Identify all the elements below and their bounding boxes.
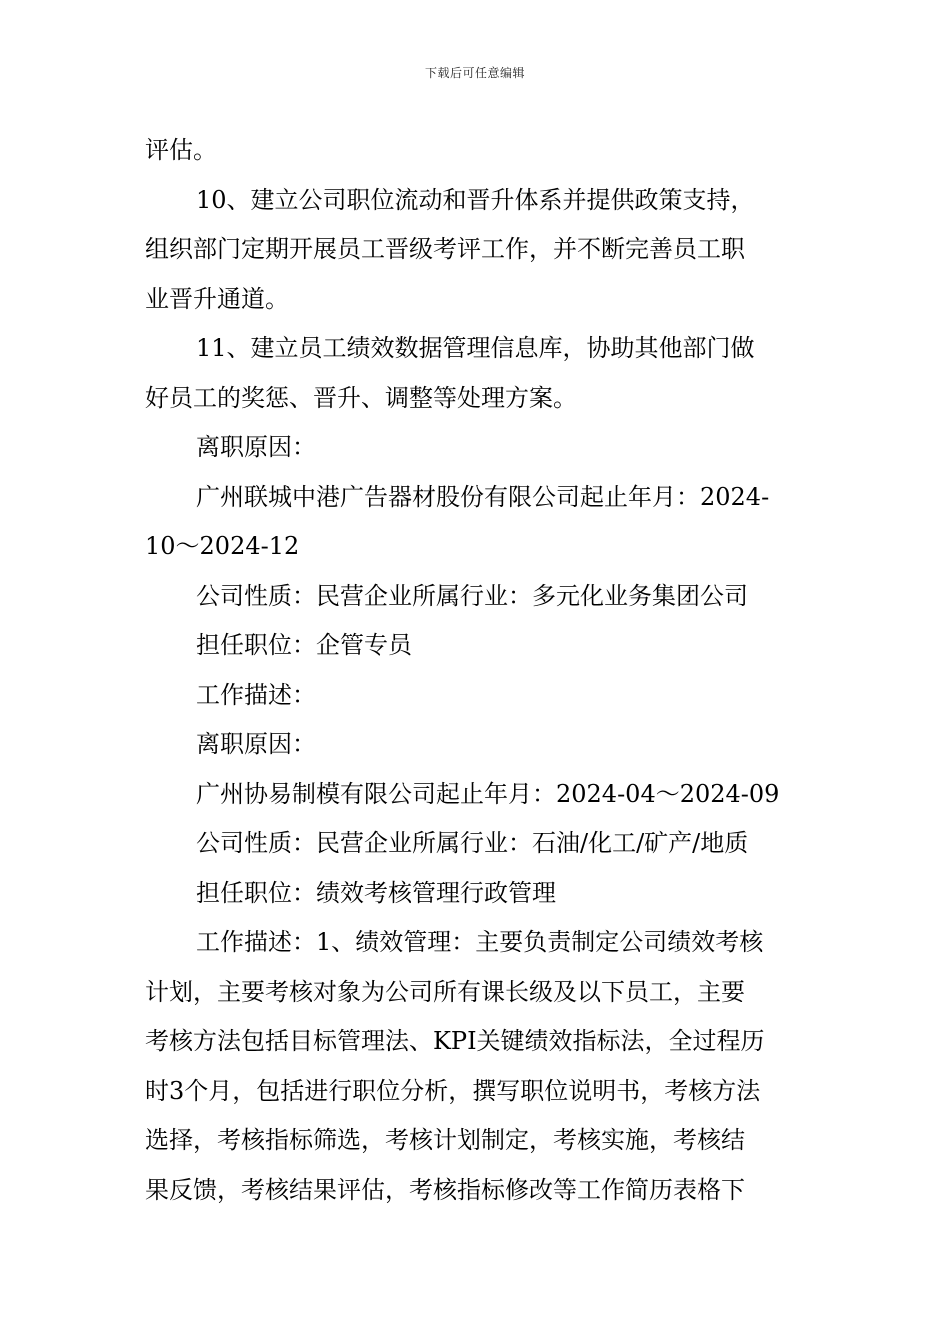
text-line: 广州协易制模有限公司起止年月：2024-04～2024-09	[196, 779, 780, 808]
position-1	[145, 621, 807, 671]
text-line: 好员工的奖惩、晋升、调整等处理方案。	[145, 383, 577, 412]
text-line: 时3个月，包括进行职位分析，撰写职位说明书，考核方法	[145, 1076, 761, 1105]
job-description-2	[145, 918, 807, 1215]
leave-reason-1	[145, 423, 807, 473]
text-line: 广州联城中港广告器材股份有限公司起止年月：2024-	[196, 482, 770, 511]
job-description-1	[145, 671, 807, 721]
text-line: 果反馈，考核结果评估，考核指标修改等工作简历表格下	[145, 1175, 745, 1204]
text-line: 工作描述：1、绩效管理：主要负责制定公司绩效考核	[196, 928, 764, 956]
company-period-2	[145, 770, 807, 820]
text-line: 计划，主要考核对象为公司所有课长级及以下员工，主要	[145, 977, 745, 1006]
text-line: 离职原因：	[196, 433, 316, 461]
company-period-1	[145, 473, 807, 572]
document-body	[145, 126, 807, 1215]
text-line: 公司性质：民营企业所属行业：石油/化工/矿产/地质	[196, 829, 749, 857]
paragraph-item-10	[145, 176, 807, 325]
text-line: 公司性质：民营企业所属行业：多元化业务集团公司	[196, 581, 748, 610]
position-2	[145, 869, 807, 919]
text-line: 担任职位：绩效考核管理行政管理	[196, 878, 556, 907]
text-line: 11、建立员工绩效数据管理信息库，协助其他部门做	[196, 334, 755, 362]
text-line: 担任职位：企管专员	[196, 631, 412, 659]
paragraph-item-11	[145, 324, 807, 423]
text-line: 业晋升通道。	[145, 284, 289, 313]
text-line: 组织部门定期开展员工晋级考评工作，并不断完善员工职	[145, 235, 745, 263]
company-nature-1	[145, 572, 807, 622]
page-header: 下载后可任意编辑	[424, 66, 525, 80]
text-line: 评估。	[145, 136, 217, 164]
text-line: 工作描述：	[196, 680, 316, 709]
company-nature-2	[145, 819, 807, 869]
paragraph-continuation	[145, 126, 807, 176]
text-line: 10～2024-12	[145, 532, 300, 560]
text-line: 10、建立公司职位流动和晋升体系并提供政策支持，	[196, 185, 755, 214]
text-line: 选择，考核指标筛选，考核计划制定，考核实施，考核结	[145, 1126, 745, 1154]
text-line: 考核方法包括目标管理法、KPI关键绩效指标法，全过程历	[145, 1027, 765, 1055]
text-line: 离职原因：	[196, 730, 316, 758]
leave-reason-2	[145, 720, 807, 770]
